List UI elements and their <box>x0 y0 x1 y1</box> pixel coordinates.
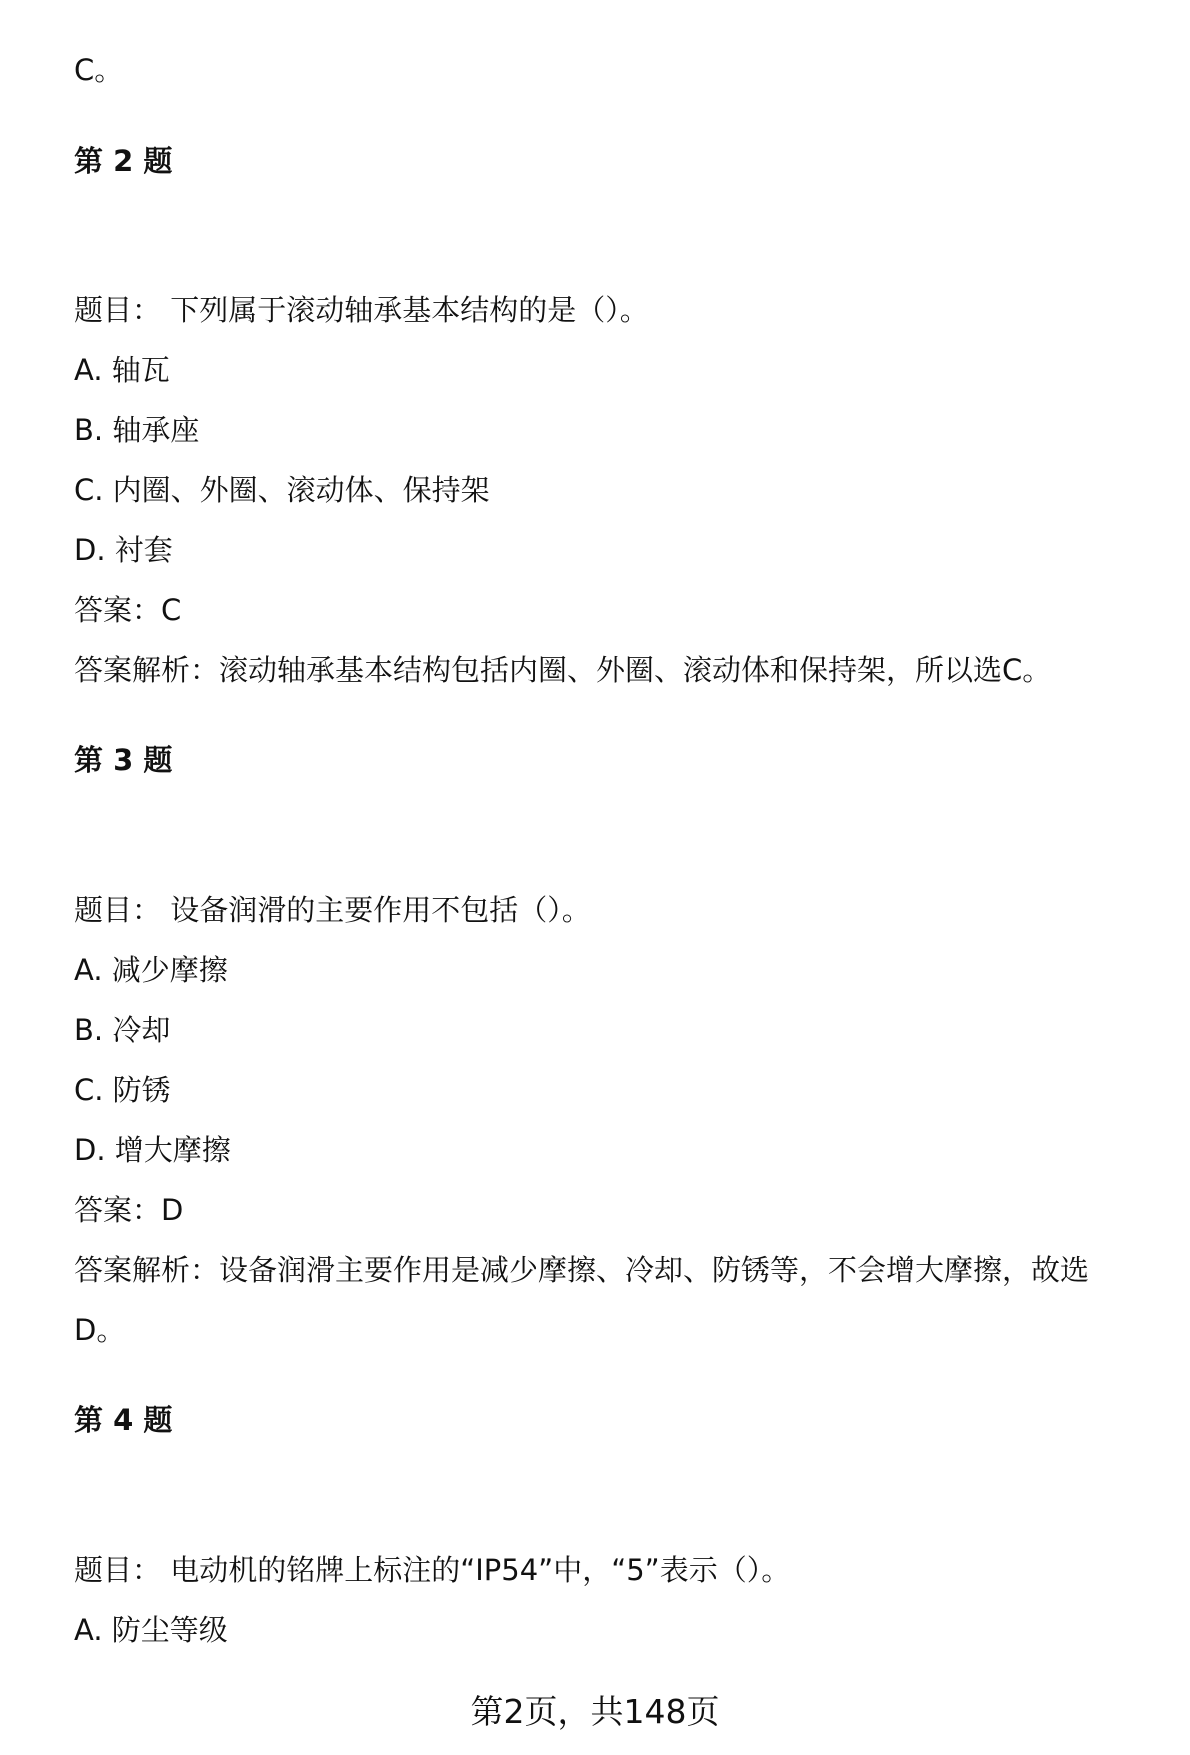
question-3-option-a: A. 减少摩擦 <box>74 953 228 987</box>
question-3-option-c: C. 防锈 <box>74 1073 171 1107</box>
question-2-option-d: D. 衬套 <box>74 533 173 567</box>
question-3-answer: 答案：D <box>74 1193 184 1227</box>
previous-answer-tail: C。 <box>74 53 124 87</box>
question-3-heading: 第 3 题 <box>74 743 173 777</box>
question-3-explanation: 答案解析：设备润滑主要作用是减少摩擦、冷却、防锈等，不会增大摩擦，故选 <box>74 1253 1090 1287</box>
question-2-explanation: 答案解析：滚动轴承基本结构包括内圈、外圈、滚动体和保持架，所以选C。 <box>74 653 1052 687</box>
question-2-option-a: A. 轴瓦 <box>74 353 170 387</box>
question-3-option-b: B. 冷却 <box>74 1013 171 1047</box>
question-4-option-a: A. 防尘等级 <box>74 1613 228 1647</box>
page-footer: 第2页，共148页 <box>470 1692 720 1731</box>
question-2-stem: 题目： 下列属于滚动轴承基本结构的是（）。 <box>74 293 649 327</box>
question-4-stem: 题目： 电动机的铭牌上标注的“IP54”中，“5”表示（）。 <box>74 1553 791 1587</box>
question-2-option-c: C. 内圈、外圈、滚动体、保持架 <box>74 473 490 507</box>
question-2-heading: 第 2 题 <box>74 144 173 178</box>
question-2-option-b: B. 轴承座 <box>74 413 200 447</box>
question-3-explanation-continued: D。 <box>74 1313 126 1347</box>
question-4-heading: 第 4 题 <box>74 1403 173 1437</box>
question-2-answer: 答案：C <box>74 593 182 627</box>
question-3-stem: 题目： 设备润滑的主要作用不包括（）。 <box>74 893 591 927</box>
question-3-option-d: D. 增大摩擦 <box>74 1133 231 1167</box>
